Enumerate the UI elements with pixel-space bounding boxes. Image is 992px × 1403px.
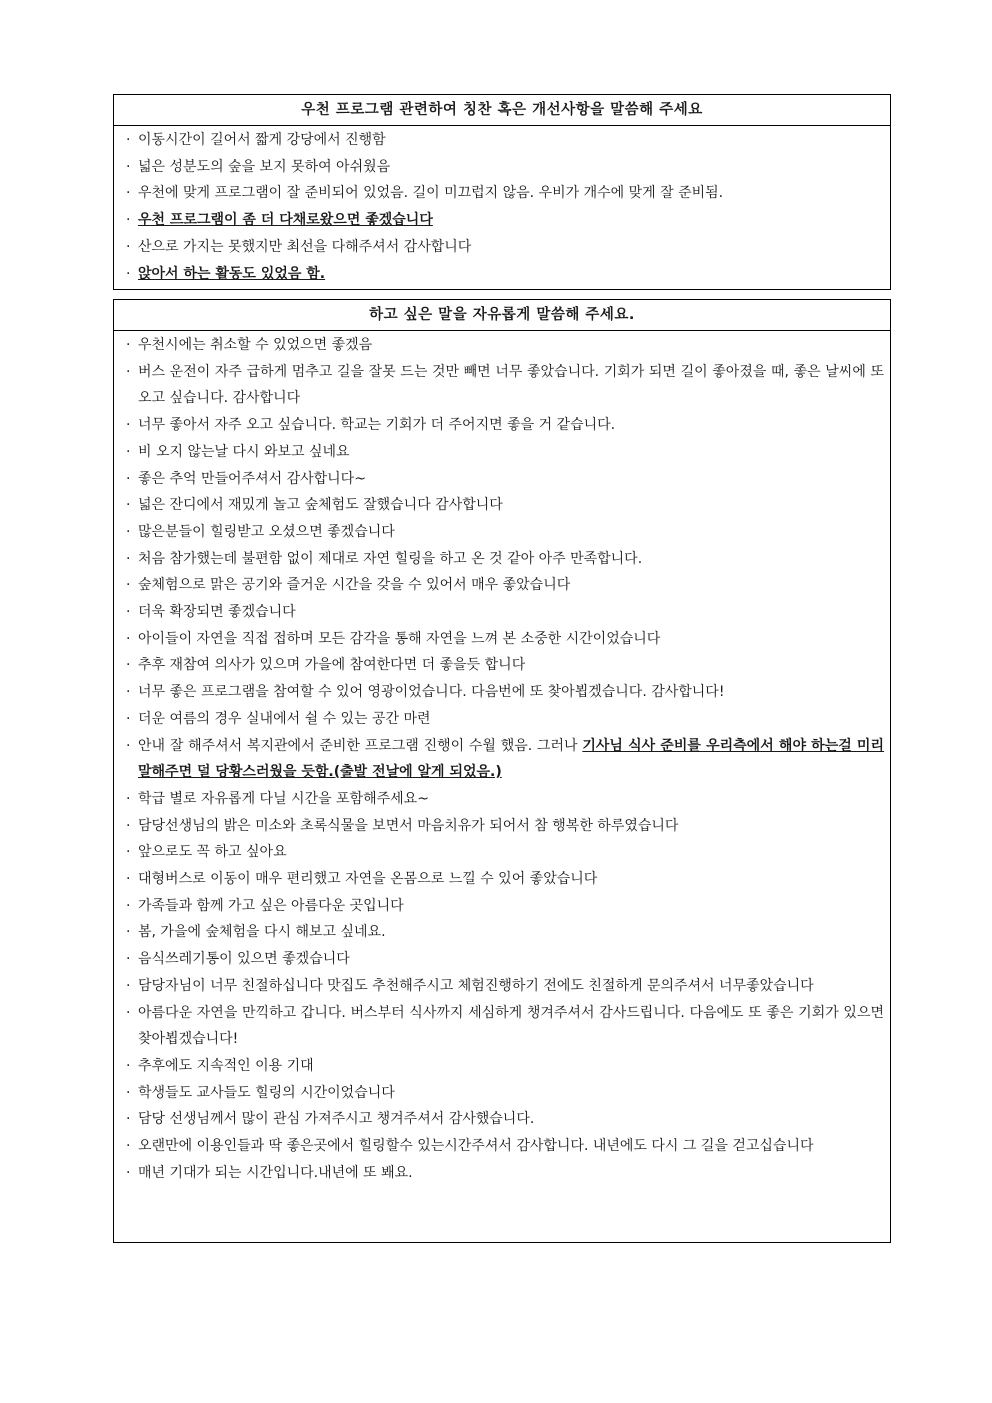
list-item: [124, 652, 884, 679]
improvement-feedback-list: [114, 126, 890, 287]
list-item: [124, 1106, 884, 1133]
item-text: 넓은 성분도의 숲을 보지 못하여 아쉬웠음: [138, 158, 391, 175]
item-text: 봄, 가을에 숲체험을 다시 해보고 싶네요.: [138, 924, 386, 941]
list-item: [124, 1053, 884, 1080]
item-highlight: 기사님 식사 준비를 우리측에서 해야 하는걸 미리 말해주면 덜 당황스러웠을 듯함.(출발 전날에 알게 되었음.): [138, 737, 884, 781]
list-item: [124, 519, 884, 546]
list-item: [124, 1160, 884, 1187]
list-item: [124, 893, 884, 920]
list-item: [124, 466, 884, 493]
list-item: [124, 1133, 884, 1160]
list-item: [124, 599, 884, 626]
list-item: [124, 813, 884, 840]
list-item: [124, 207, 884, 234]
list-item: [124, 492, 884, 519]
list-item: [124, 154, 884, 181]
item-text: 학급 별로 자유롭게 다닐 시간을 포함해주세요~: [138, 790, 429, 807]
item-text: 처음 참가했는데 불편함 없이 제대로 자연 힐링을 하고 온 것 같아 아주 만족합니다.: [138, 550, 643, 567]
item-text: 매년 기대가 되는 시간입니다.내년에 또 봬요.: [138, 1164, 413, 1181]
item-text: 너무 좋은 프로그램을 참여할 수 있어 영광이었습니다. 다음번에 또 찾아뵙겠습니다. 감사합니다!: [138, 684, 725, 701]
list-item: [124, 332, 884, 359]
item-text: 우천에 맞게 프로그램이 잘 준비되어 있었음. 길이 미끄럽지 않음. 우비가 개수에 맞게 잘 준비됨.: [138, 185, 724, 202]
list-item: [124, 546, 884, 573]
list-item: [124, 626, 884, 653]
item-text: 넓은 잔디에서 재밌게 놀고 숲체험도 잘했습니다 감사합니다: [138, 497, 503, 514]
list-item: [124, 572, 884, 599]
improvement-feedback-box: [113, 94, 891, 290]
list-item: [124, 180, 884, 207]
item-text: 좋은 추억 만들어주셔서 감사합니다~: [138, 470, 366, 487]
item-text: 이동시간이 길어서 짧게 강당에서 진행함: [138, 132, 386, 148]
list-item: [124, 679, 884, 706]
item-highlight: 우천 프로그램이 좀 더 다채로왔으면 좋겠습니다: [138, 212, 433, 229]
list-item: [124, 919, 884, 946]
item-text: 오랜만에 이용인들과 딱 좋은곳에서 힐링할수 있는시간주셔서 감사합니다. 내년에도 다시 그 길을 걷고십습니다: [138, 1138, 814, 1155]
item-text: 비 오지 않는날 다시 와보고 싶네요: [138, 443, 350, 460]
list-item: [124, 359, 884, 412]
item-highlight: 앉아서 하는 활동도 있었음 함.: [138, 265, 326, 282]
item-text: 추후 재참여 의사가 있으며 가을에 참여한다면 더 좋을듯 합니다: [138, 657, 526, 674]
item-text: 앞으로도 꼭 하고 싶아요: [138, 844, 287, 861]
list-item: [124, 1000, 884, 1053]
list-item: [124, 866, 884, 893]
item-text: 추후에도 지속적인 이용 기대: [138, 1057, 314, 1074]
list-item: [124, 127, 884, 154]
free-comments-box: [113, 299, 891, 1243]
list-item: [124, 733, 884, 786]
improvement-feedback-title: 우천 프로그램 관련하여 칭찬 혹은 개선사항을 말씀해 주세요: [114, 95, 890, 126]
item-text: 아이들이 자연을 직접 접하며 모든 감각을 통해 자연을 느껴 본 소중한 시간이었습니다: [138, 630, 661, 647]
free-comments-list: [114, 331, 890, 1187]
item-text: 너무 좋아서 자주 오고 싶습니다. 학교는 기회가 더 주어지면 좋을 거 같습니다.: [138, 417, 616, 434]
item-text: 우천시에는 취소할 수 있었으면 좋겠음: [138, 337, 373, 353]
item-text: 숲체험으로 맑은 공기와 즐거운 시간을 갖을 수 있어서 매우 좋았습니다: [138, 577, 571, 594]
list-item: [124, 706, 884, 733]
item-text: 담당 선생님께서 많이 관심 가져주시고 챙겨주셔서 감사했습니다.: [138, 1111, 535, 1128]
item-text: 음식쓰레기통이 있으면 좋겠습니다: [138, 951, 350, 968]
list-item: [124, 439, 884, 466]
item-text: 학생들도 교사들도 힐링의 시간이었습니다: [138, 1084, 395, 1101]
item-text: 대형버스로 이동이 매우 편리했고 자연을 온몸으로 느낄 수 있어 좋았습니다: [138, 871, 598, 888]
item-text: 산으로 가지는 못했지만 최선을 다해주셔서 감사합니다: [138, 238, 472, 255]
item-text: 담당자님이 너무 친절하십니다 맛집도 추천해주시고 체험진행하기 전에도 친절하게 문의주셔서 너무좋았습니다: [138, 977, 814, 994]
list-item: [124, 261, 884, 288]
item-text: 많은분들이 힐링받고 오셨으면 좋겠습니다: [138, 523, 395, 540]
item-text: 더운 여름의 경우 실내에서 쉴 수 있는 공간 마련: [138, 710, 431, 727]
item-text: 가족들과 함께 가고 싶은 아름다운 곳입니다: [138, 897, 404, 914]
list-item: [124, 412, 884, 439]
list-item: [124, 786, 884, 813]
list-item: [124, 973, 884, 1000]
list-item: [124, 234, 884, 261]
item-text: 안내 잘 해주셔서 복지관에서 준비한 프로그램 진행이 수월 했음. 그러나: [138, 737, 583, 754]
list-item: [124, 1080, 884, 1107]
free-comments-title: 하고 싶은 말을 자유롭게 말씀해 주세요.: [114, 300, 890, 331]
list-item: [124, 839, 884, 866]
item-text: 더욱 확장되면 좋겠습니다: [138, 604, 296, 621]
item-text: 담당선생님의 밝은 미소와 초록식물을 보면서 마음치유가 되어서 참 행복한 하루였습니다: [138, 817, 679, 834]
item-text: 아름다운 자연을 만끽하고 갑니다. 버스부터 식사까지 세심하게 챙겨주셔서 감사드립니다. 다음에도 또 좋은 기회가 있으면 찾아뵙겠습니다!: [138, 1004, 884, 1048]
item-text: 버스 운전이 자주 급하게 멈추고 길을 잘못 드는 것만 빼면 너무 좋았습니다. 기회가 되면 길이 좋아졌을 때, 좋은 날씨에 또 오고 싶습니다. 감사합니다: [138, 363, 884, 407]
list-item: [124, 946, 884, 973]
